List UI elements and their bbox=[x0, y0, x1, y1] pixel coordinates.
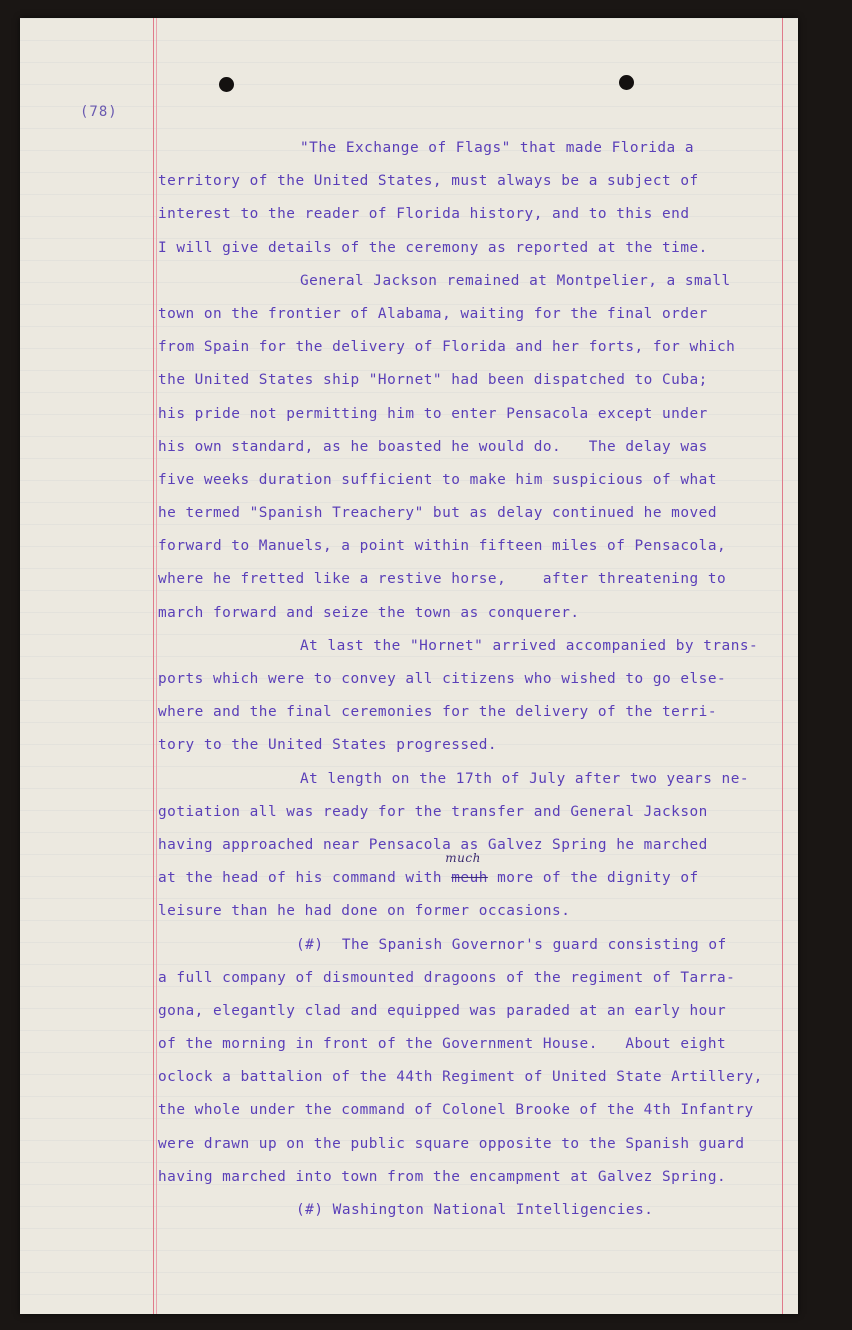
text-line: where and the final ceremonies for the delivery of the terri- bbox=[158, 704, 717, 721]
text-line: tory to the United States progressed. bbox=[158, 737, 498, 754]
text-line: his pride not permitting him to enter Pensacola except under bbox=[158, 405, 708, 422]
text-fragment: at the head of his command with bbox=[158, 870, 452, 887]
text-line: oclock a battalion of the 44th Regiment of United State Artillery, bbox=[158, 1069, 763, 1086]
left-margin-rule bbox=[153, 18, 154, 1314]
text-line: the whole under the command of Colonel Brooke of the 4th Infantry bbox=[158, 1102, 754, 1119]
text-line: of the morning in front of the Government House. About eight bbox=[158, 1036, 727, 1053]
text-line: interest to the reader of Florida history, and to this end bbox=[158, 206, 690, 223]
punch-hole-left bbox=[219, 77, 234, 92]
text-line: territory of the United States, must always be a subject of bbox=[158, 173, 699, 190]
text-line: march forward and seize the town as conquerer. bbox=[158, 604, 580, 621]
struck-text: meuh bbox=[451, 870, 488, 887]
text-line: town on the frontier of Alabama, waiting for the final order bbox=[158, 305, 708, 322]
text-line: (#) The Spanish Governor's guard consisting of bbox=[296, 936, 727, 953]
handwritten-insertion: much bbox=[445, 851, 481, 866]
text-line: the United States ship "Hornet" had been dispatched to Cuba; bbox=[158, 372, 708, 389]
footnote: (#) Washington National Intelligencies. bbox=[296, 1202, 654, 1218]
text-line: leisure than he had done on former occasions. bbox=[158, 903, 571, 920]
text-line: I will give details of the ceremony as reported at the time. bbox=[158, 239, 708, 256]
text-line: gotiation all was ready for the transfer and General Jackson bbox=[158, 803, 708, 820]
typewritten-text bbox=[158, 132, 798, 1227]
struck-word bbox=[445, 851, 488, 887]
text-line: having approached near Pensacola as Galvez Spring he marched bbox=[158, 836, 708, 853]
text-line-with-correction bbox=[158, 851, 798, 895]
text-line: a full company of dismounted dragoons of the regiment of Tarra- bbox=[158, 969, 736, 986]
text-line: from Spain for the delivery of Florida and her forts, for which bbox=[158, 339, 736, 356]
text-line: General Jackson remained at Montpelier, a small bbox=[300, 272, 731, 289]
text-line: were drawn up on the public square opposite to the Spanish guard bbox=[158, 1135, 745, 1152]
text-line: where he fretted like a restive horse, after threatening to bbox=[158, 571, 727, 588]
text-line: five weeks duration sufficient to make him suspicious of what bbox=[158, 471, 717, 488]
text-line: "The Exchange of Flags" that made Florida a bbox=[300, 140, 695, 156]
punch-hole-right bbox=[619, 75, 634, 90]
text-line: having marched into town from the encampment at Galvez Spring. bbox=[158, 1168, 727, 1185]
text-line: At length on the 17th of July after two years ne- bbox=[300, 770, 750, 787]
document-page bbox=[20, 18, 798, 1314]
text-line: his own standard, as he boasted he would do. The delay was bbox=[158, 438, 708, 455]
left-margin-rule-inner bbox=[156, 18, 157, 1314]
text-line: forward to Manuels, a point within fifteen miles of Pensacola, bbox=[158, 538, 727, 555]
text-fragment: more of the dignity of bbox=[487, 870, 699, 887]
text-line: he termed "Spanish Treachery" but as delay continued he moved bbox=[158, 505, 717, 522]
text-line: gona, elegantly clad and equipped was paraded at an early hour bbox=[158, 1002, 727, 1019]
page-number: (78) bbox=[80, 104, 118, 120]
text-line: At last the "Hornet" arrived accompanied by trans- bbox=[300, 637, 759, 654]
text-line: ports which were to convey all citizens who wished to go else- bbox=[158, 671, 727, 687]
